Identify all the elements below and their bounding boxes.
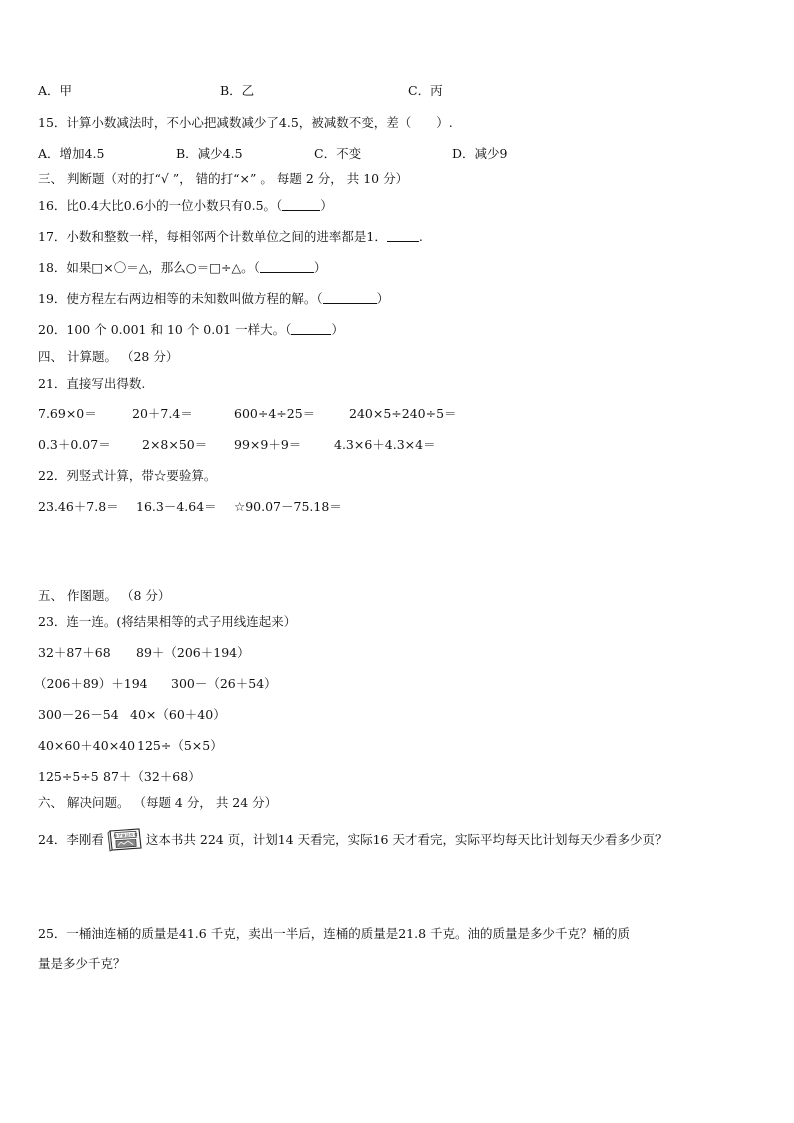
q21-stem: 21．直接写出得数. — [38, 376, 146, 391]
q14-option-a[interactable]: A．甲 — [38, 83, 73, 98]
q15-option-d[interactable]: D．减少9 — [452, 146, 508, 161]
q22-stem: 22．列竖式计算，带☆要验算。 — [38, 468, 217, 483]
section-3-title: 三、 判断题（对的打“√ ”， 错的打“×” 。 每题 2 分， 共 10 分） — [38, 171, 409, 186]
book-title-text: 科学童话故事 — [113, 832, 138, 839]
q21-item: 99×9＋9＝ — [234, 437, 302, 452]
q21-item: 7.69×0＝ — [38, 406, 97, 421]
q19 — [38, 291, 389, 307]
q15-option-c[interactable]: C．不变 — [314, 146, 362, 161]
q23-left-expr[interactable]: 32＋87＋68 — [38, 645, 111, 660]
q22-item: 23.46＋7.8＝ — [38, 499, 119, 514]
q23-left-expr[interactable]: （206＋89）＋194 — [34, 676, 148, 691]
q20 — [38, 322, 344, 338]
q23-right-expr[interactable]: 40×（60＋40） — [130, 707, 226, 722]
q24-text-before: 24．李刚看 — [38, 832, 104, 847]
q21-item: 0.3＋0.07＝ — [38, 437, 111, 452]
q23-stem: 23．连一连。(将结果相等的式子用线连起来） — [38, 614, 297, 629]
q15-option-b[interactable]: B．减少4.5 — [176, 146, 243, 161]
book-icon — [106, 826, 144, 852]
q24-text-after: 这本书共 224 页，计划14 天看完，实际16 天才看完，实际平均每天比计划每天少看多少页？ — [145, 832, 668, 847]
q23-left-expr[interactable]: 300－26－54 — [38, 707, 119, 722]
section-4-title: 四、 计算题。 （28 分） — [38, 349, 179, 364]
q19-answer-blank[interactable] — [323, 291, 377, 304]
q21-item: 20＋7.4＝ — [132, 406, 193, 421]
q20-text: 20．100 个 0.001 和 10 个 0.01 一样大。（ — [38, 322, 292, 337]
q17-answer-blank[interactable] — [387, 229, 419, 242]
q16-answer-blank[interactable] — [282, 198, 320, 211]
q23-left-expr[interactable]: 125÷5÷5 — [38, 769, 99, 784]
q21-item: 4.3×6＋4.3×4＝ — [334, 437, 436, 452]
q18 — [38, 260, 326, 276]
q23-left-expr[interactable]: 40×60＋40×40 — [38, 738, 136, 753]
q23-right-expr[interactable]: 125÷（5×5） — [137, 738, 223, 753]
q19-close: ） — [376, 291, 390, 306]
q23-right-expr[interactable]: 87＋（32＋68） — [103, 769, 201, 784]
q15-stem: 15．计算小数减法时，不小心把减数减少了4.5，被减数不变，差（ ）. — [38, 115, 453, 130]
section-6-title: 六、 解决问题。 （每题 4 分， 共 24 分） — [38, 795, 278, 810]
q18-close: ） — [313, 260, 327, 275]
section-5-title: 五、 作图题。 （8 分） — [38, 588, 171, 603]
q16 — [38, 198, 333, 214]
q17 — [38, 229, 423, 245]
q21-item: 240×5÷240÷5＝ — [349, 406, 457, 421]
q15-option-a[interactable]: A．增加4.5 — [38, 146, 105, 161]
q23-right-expr[interactable]: 89＋（206＋194） — [136, 645, 250, 660]
q20-close: ） — [331, 322, 344, 337]
q14-option-b[interactable]: B．乙 — [220, 83, 255, 98]
q21-item: 600÷4÷25＝ — [234, 406, 316, 421]
q23-right-expr[interactable]: 300－（26＋54） — [171, 676, 277, 691]
q21-item: 2×8×50＝ — [142, 437, 208, 452]
q19-text: 19．使方程左右两边相等的未知数叫做方程的解。（ — [38, 291, 323, 306]
q24 — [38, 826, 667, 852]
q14-option-c[interactable]: C．丙 — [408, 83, 443, 98]
q17-tail: . — [418, 229, 423, 244]
q25-line-2: 量是多少千克？ — [38, 956, 126, 971]
q18-text: 18．如果□×〇＝△，那么○＝□÷△。（ — [38, 260, 260, 275]
q22-item: 16.3－4.64＝ — [136, 499, 217, 514]
q20-answer-blank[interactable] — [291, 322, 331, 335]
q25-line-1: 25．一桶油连桶的质量是41.6 千克，卖出一半后，连桶的质量是21.8 千克。油的质量是多少千克？桶的质 — [38, 926, 631, 941]
q22-item: ☆90.07－75.18＝ — [234, 499, 342, 514]
q16-text: 16．比0.4大比0.6小的一位小数只有0.5。（ — [38, 198, 283, 213]
q16-close: ） — [320, 198, 333, 213]
q18-answer-blank[interactable] — [260, 260, 314, 273]
q17-text: 17．小数和整数一样，每相邻两个计数单位之间的进率都是1． — [38, 229, 387, 244]
